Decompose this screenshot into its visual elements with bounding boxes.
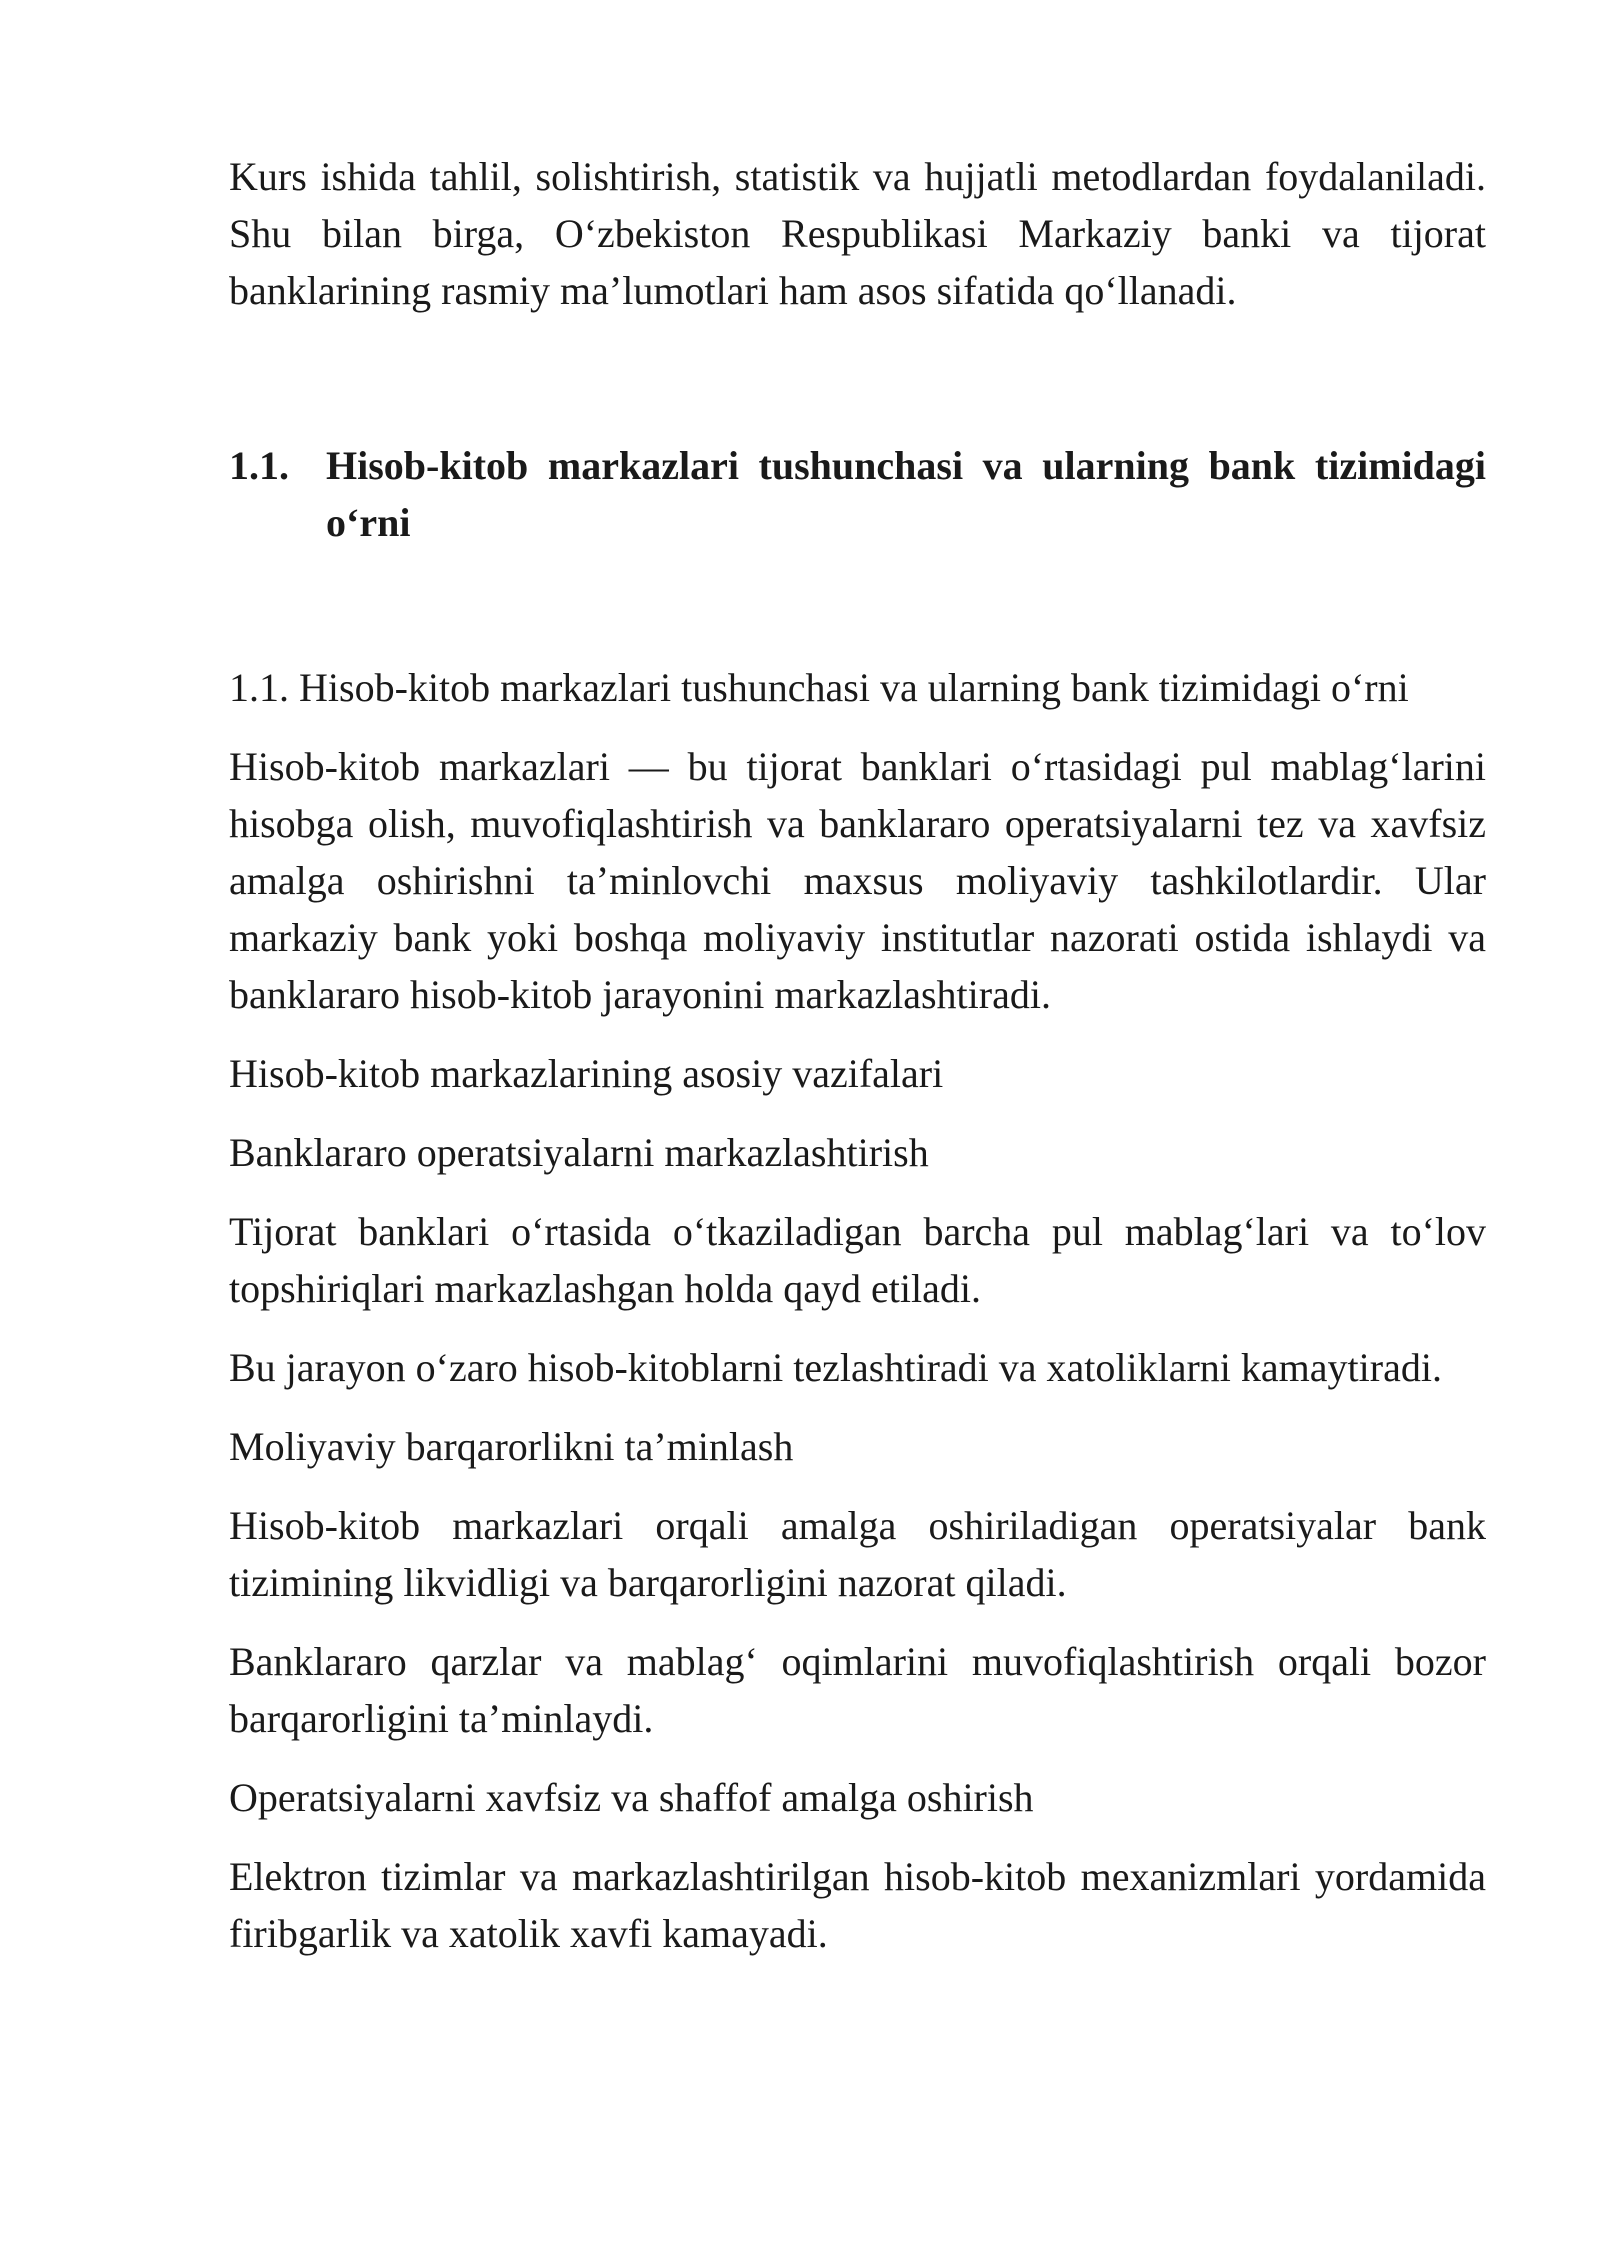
intro-paragraph: Kurs ishida tahlil, solishtirish, statistik va hujjatli metodlardan foydalaniladi. Shu bilan birga, O‘zbekiston Respublikasi Markaziy banki va tijorat banklarining rasmiy ma’lumotlari ham asos sifatida qo‘llanadi. — [229, 154, 1486, 313]
section-heading-text: Hisob-kitob markazlari tushunchasi va ularning bank tizimidagi o‘rni — [326, 443, 1486, 545]
section-heading-number: 1.1. — [229, 443, 289, 488]
paragraph-stability-text-2: Banklararo qarzlar va mablag‘ oqimlarini muvofiqlashtirish orqali bozor barqarorligini ta’minlaydi. — [229, 1639, 1486, 1741]
paragraph-stability-text-1: Hisob-kitob markazlari orqali amalga oshiriladigan operatsiyalar bank tizimining likvidligi va barqarorligini nazorat qiladi. — [229, 1503, 1486, 1605]
section-heading — [229, 437, 1486, 551]
paragraph-centralization-text-1: Tijorat banklari o‘rtasida o‘tkaziladigan barcha pul mablag‘lari va to‘lov topshiriqlari markazlashgan holda qayd etiladi. — [229, 1209, 1486, 1311]
document-page — [229, 148, 1486, 1984]
paragraph-main-tasks-title: Hisob-kitob markazlarining asosiy vazifalari — [229, 1051, 944, 1096]
paragraph-definition: Hisob-kitob markazlari — bu tijorat banklari o‘rtasidagi pul mablag‘larini hisobga olish, muvofiqlashtirish va banklararo operatsiyalarni tez va xavfsiz amalga oshirishni ta’minlovchi maxsus moliyaviy tashkilotlardir. Ular markaziy bank yoki boshqa moliyaviy institutlar nazorati ostida ishlaydi va banklararo hisob-kitob jarayonini markazlashtiradi. — [229, 744, 1486, 1017]
paragraph-stability-title: Moliyaviy barqarorlikni ta’minlash — [229, 1424, 794, 1469]
paragraph-security-title: Operatsiyalarni xavfsiz va shaffof amalga oshirish — [229, 1775, 1034, 1820]
section-subheading: 1.1. Hisob-kitob markazlari tushunchasi va ularning bank tizimidagi o‘rni — [229, 665, 1409, 710]
paragraph-centralization-title: Banklararo operatsiyalarni markazlashtirish — [229, 1130, 929, 1175]
paragraph-centralization-text-2: Bu jarayon o‘zaro hisob-kitoblarni tezlashtiradi va xatoliklarni kamaytiradi. — [229, 1345, 1442, 1390]
paragraph-security-text: Elektron tizimlar va markazlashtirilgan hisob-kitob mexanizmlari yordamida firibgarlik va xatolik xavfi kamayadi. — [229, 1854, 1486, 1956]
